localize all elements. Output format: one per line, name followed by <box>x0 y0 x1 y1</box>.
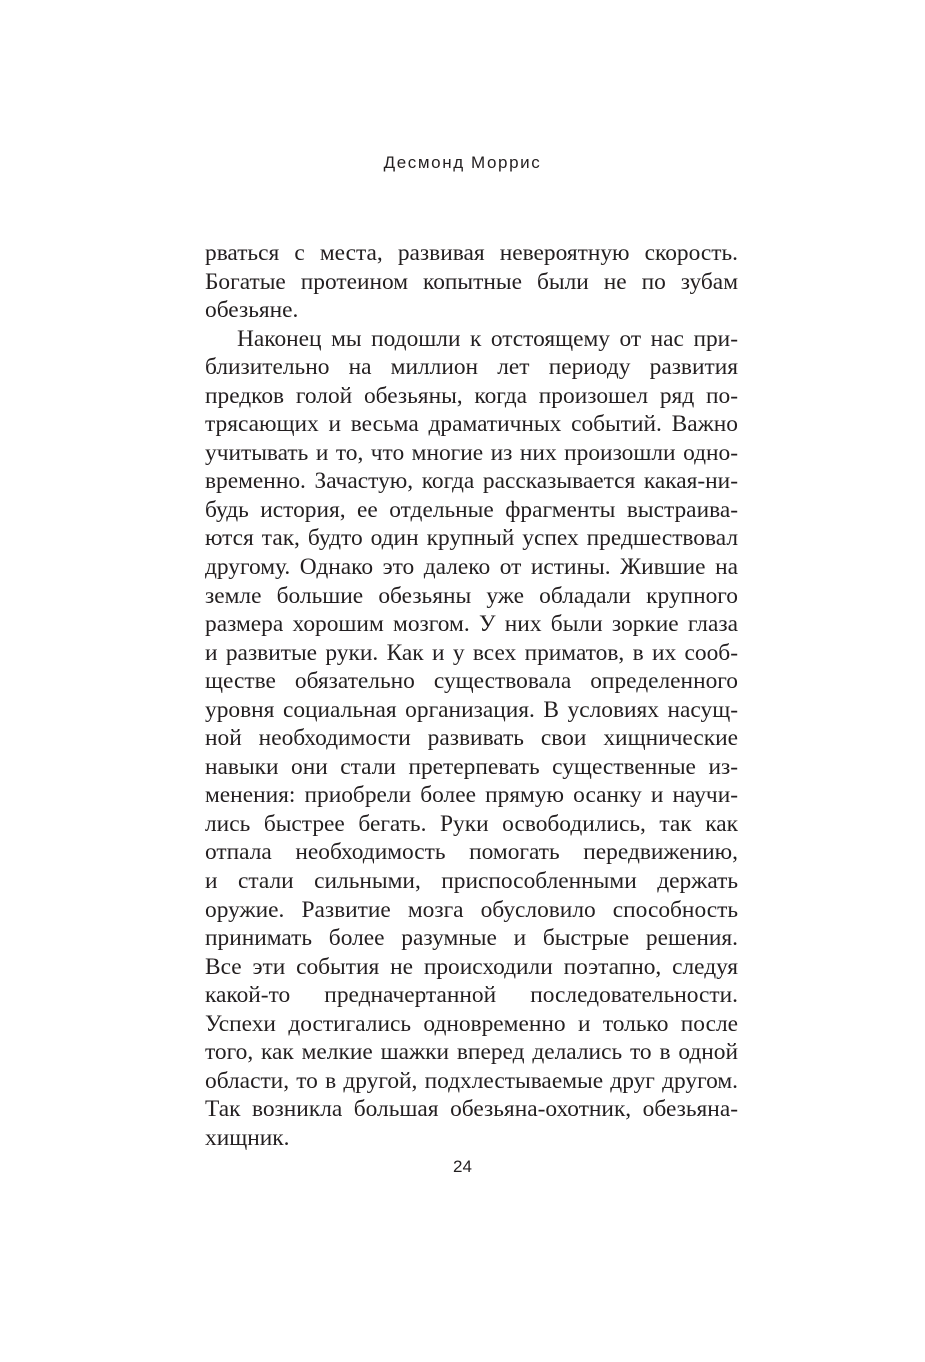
text-line: Все эти события не происходили поэтапно, следуя <box>205 953 738 980</box>
text-line: временно. Зачастую, когда рассказывается какая-ни- <box>205 468 738 495</box>
text-line: ной необходимости развивать свои хищнические <box>205 725 738 752</box>
text-line: области, то в другой, подхлестываемые друг другом. <box>205 1067 738 1094</box>
text-line: и стали сильными, приспособленными держать <box>205 868 738 895</box>
text-line: ществе обязательно существовала определенного <box>205 668 738 695</box>
text-line: лись быстрее бегать. Руки освободились, так как <box>205 810 738 837</box>
body-text <box>205 239 738 1153</box>
text-line: предков голой обезьяны, когда произошел ряд по- <box>205 382 738 409</box>
text-line: ются так, будто один крупный успех предшествовал <box>205 525 738 552</box>
text-line: будь история, ее отдельные фрагменты выстраива- <box>205 496 738 523</box>
text-line: рваться с места, развивая невероятную скорость. <box>205 240 738 266</box>
page-number: 24 <box>453 1157 472 1176</box>
paragraph <box>205 325 738 1153</box>
text-line: размера хорошим мозгом. У них были зоркие глаза <box>205 611 738 638</box>
text-line: Наконец мы подошли к отстоящему от нас при- <box>237 325 738 352</box>
text-line: менения: приобрели более прямую осанку и научи- <box>205 782 738 809</box>
paragraph <box>205 239 738 325</box>
text-line: Так возникла большая обезьяна-охотник, обезьяна- <box>205 1096 738 1123</box>
text-line: того, как мелкие шажки вперед делались то в одной <box>205 1039 738 1066</box>
running-header: Десмонд Моррис <box>383 153 542 172</box>
text-line: обезьяне. <box>205 297 299 324</box>
text-line: Богатые протеином копытные были не по зубам <box>205 268 738 295</box>
text-line: трясающих и весьма драматичных событий. Важно <box>205 411 738 438</box>
text-line: учитывать и то, что многие из них произошли одно- <box>205 439 738 466</box>
text-line: земле большие обезьяны уже обладали крупного <box>205 582 738 609</box>
text-line: навыки они стали претерпевать существенные из- <box>205 753 738 780</box>
text-line: отпала необходимость помогать передвижению, <box>205 839 738 866</box>
text-line: и развитые руки. Как и у всех приматов, в их сооб- <box>205 639 738 666</box>
text-line: принимать более разумные и быстрые решения. <box>205 925 738 952</box>
text-line: уровня социальная организация. В условиях насущ- <box>205 696 738 723</box>
text-line: другому. Однако это далеко от истины. Жившие на <box>205 554 738 581</box>
text-line: какой-то предначертанной последовательности. <box>205 982 738 1009</box>
text-line: оружие. Развитие мозга обусловило способность <box>205 896 738 923</box>
text-line: Успехи достигались одновременно и только после <box>205 1010 738 1037</box>
text-line: хищник. <box>205 1124 290 1151</box>
text-line: близительно на миллион лет периоду развития <box>205 354 738 381</box>
